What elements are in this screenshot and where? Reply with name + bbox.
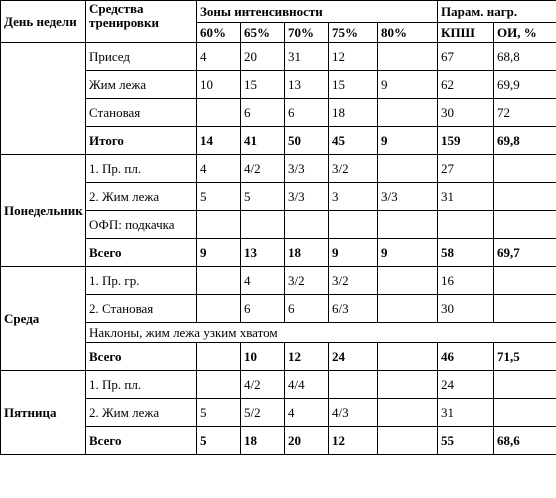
kpsh-cell: 16 <box>438 267 494 295</box>
zone-75-cell <box>329 211 378 239</box>
zone-80-cell <box>378 99 438 127</box>
means-cell: 2. Жим лежа <box>86 399 197 427</box>
zone-80-cell <box>378 211 438 239</box>
zone-80-cell <box>378 427 438 455</box>
day-cell-blank <box>1 43 86 155</box>
zone-65-cell: 13 <box>241 239 285 267</box>
zone-60-cell <box>197 267 241 295</box>
zone-80-cell <box>378 399 438 427</box>
oi-cell: 69,9 <box>494 71 556 99</box>
zone-65-cell: 15 <box>241 71 285 99</box>
zone-75-cell: 15 <box>329 71 378 99</box>
zone-75-cell: 3/2 <box>329 267 378 295</box>
oi-cell <box>494 183 556 211</box>
header-zone-60: 60% <box>197 23 241 43</box>
kpsh-cell: 24 <box>438 371 494 399</box>
zone-70-cell: 6 <box>285 295 329 323</box>
means-cell: ОФП: подкачка <box>86 211 197 239</box>
zone-60-cell: 5 <box>197 399 241 427</box>
zone-80-cell <box>378 155 438 183</box>
zone-75-cell: 4/3 <box>329 399 378 427</box>
kpsh-cell: 58 <box>438 239 494 267</box>
zone-70-cell: 20 <box>285 427 329 455</box>
kpsh-cell: 159 <box>438 127 494 155</box>
zone-65-cell: 10 <box>241 343 285 371</box>
means-cell: 1. Пр. пл. <box>86 371 197 399</box>
kpsh-cell: 46 <box>438 343 494 371</box>
zone-75-cell <box>329 371 378 399</box>
oi-cell: 69,7 <box>494 239 556 267</box>
zone-65-cell: 5/2 <box>241 399 285 427</box>
zone-75-cell: 45 <box>329 127 378 155</box>
zone-70-cell: 6 <box>285 99 329 127</box>
zone-65-cell: 41 <box>241 127 285 155</box>
oi-cell: 71,5 <box>494 343 556 371</box>
zone-60-cell: 4 <box>197 155 241 183</box>
means-cell: Всего <box>86 343 197 371</box>
table-row <box>1 155 556 183</box>
zone-80-cell <box>378 43 438 71</box>
zone-70-cell: 50 <box>285 127 329 155</box>
zone-60-cell <box>197 371 241 399</box>
zone-80-cell <box>378 295 438 323</box>
zone-70-cell: 13 <box>285 71 329 99</box>
zone-65-cell: 5 <box>241 183 285 211</box>
day-cell-friday: Пятница <box>1 371 86 455</box>
zone-75-cell: 12 <box>329 43 378 71</box>
header-kpsh: КПШ <box>438 23 494 43</box>
oi-cell: 68,8 <box>494 43 556 71</box>
means-cell: Итого <box>86 127 197 155</box>
zone-70-cell: 3/3 <box>285 155 329 183</box>
zone-80-cell <box>378 371 438 399</box>
zone-60-cell: 5 <box>197 427 241 455</box>
header-zone-75: 75% <box>329 23 378 43</box>
oi-cell <box>494 371 556 399</box>
zone-70-cell: 12 <box>285 343 329 371</box>
means-cell: Всего <box>86 427 197 455</box>
oi-cell <box>494 267 556 295</box>
zone-75-cell: 3/2 <box>329 155 378 183</box>
means-cell: Всего <box>86 239 197 267</box>
table-row <box>1 267 556 295</box>
means-cell: Становая <box>86 99 197 127</box>
kpsh-cell: 27 <box>438 155 494 183</box>
oi-cell <box>494 399 556 427</box>
zone-70-cell: 3/2 <box>285 267 329 295</box>
kpsh-cell: 55 <box>438 427 494 455</box>
zone-70-cell: 3/3 <box>285 183 329 211</box>
zone-65-cell: 6 <box>241 295 285 323</box>
header-zones: Зоны интенсивности <box>197 1 438 23</box>
means-cell: 1. Пр. пл. <box>86 155 197 183</box>
zone-60-cell <box>197 295 241 323</box>
zone-75-cell: 6/3 <box>329 295 378 323</box>
kpsh-cell <box>438 211 494 239</box>
oi-cell: 68,6 <box>494 427 556 455</box>
zone-75-cell: 12 <box>329 427 378 455</box>
zone-60-cell <box>197 211 241 239</box>
zone-65-cell: 20 <box>241 43 285 71</box>
zone-75-cell: 24 <box>329 343 378 371</box>
zone-60-cell <box>197 99 241 127</box>
means-cell: 2. Жим лежа <box>86 183 197 211</box>
header-row-1 <box>1 1 556 23</box>
kpsh-cell: 31 <box>438 183 494 211</box>
zone-70-cell: 4/4 <box>285 371 329 399</box>
oi-cell <box>494 155 556 183</box>
day-cell-wednesday: Среда <box>1 267 86 371</box>
oi-cell: 72 <box>494 99 556 127</box>
zone-70-cell: 31 <box>285 43 329 71</box>
oi-cell: 69,8 <box>494 127 556 155</box>
zone-80-cell: 3/3 <box>378 183 438 211</box>
zone-80-cell: 9 <box>378 239 438 267</box>
zone-65-cell: 4 <box>241 267 285 295</box>
kpsh-cell: 31 <box>438 399 494 427</box>
zone-65-cell: 18 <box>241 427 285 455</box>
zone-75-cell: 3 <box>329 183 378 211</box>
header-means: Средства тренировки <box>86 1 197 43</box>
zone-80-cell <box>378 343 438 371</box>
zone-65-cell: 6 <box>241 99 285 127</box>
zone-60-cell: 9 <box>197 239 241 267</box>
kpsh-cell: 67 <box>438 43 494 71</box>
zone-60-cell <box>197 343 241 371</box>
zone-60-cell: 4 <box>197 43 241 71</box>
zone-65-cell: 4/2 <box>241 371 285 399</box>
zone-75-cell: 18 <box>329 99 378 127</box>
zone-60-cell: 14 <box>197 127 241 155</box>
means-cell: Жим лежа <box>86 71 197 99</box>
kpsh-cell: 30 <box>438 295 494 323</box>
oi-cell <box>494 295 556 323</box>
table-row <box>1 371 556 399</box>
header-zone-80: 80% <box>378 23 438 43</box>
header-zone-65: 65% <box>241 23 285 43</box>
kpsh-cell: 62 <box>438 71 494 99</box>
means-cell: 2. Становая <box>86 295 197 323</box>
zone-80-cell: 9 <box>378 127 438 155</box>
zone-80-cell <box>378 267 438 295</box>
means-cell-wide: Наклоны, жим лежа узким хватом <box>86 323 556 343</box>
zone-75-cell: 9 <box>329 239 378 267</box>
header-params: Парам. нагр. <box>438 1 556 23</box>
oi-cell <box>494 211 556 239</box>
header-zone-70: 70% <box>285 23 329 43</box>
means-cell: 1. Пр. гр. <box>86 267 197 295</box>
header-day: День недели <box>1 1 86 43</box>
zone-60-cell: 5 <box>197 183 241 211</box>
zone-65-cell: 4/2 <box>241 155 285 183</box>
means-cell: Присед <box>86 43 197 71</box>
day-cell-monday: Понедельник <box>1 155 86 267</box>
zone-70-cell <box>285 211 329 239</box>
table-row <box>1 43 556 71</box>
zone-70-cell: 4 <box>285 399 329 427</box>
zone-60-cell: 10 <box>197 71 241 99</box>
zone-65-cell <box>241 211 285 239</box>
zone-80-cell: 9 <box>378 71 438 99</box>
zone-70-cell: 18 <box>285 239 329 267</box>
kpsh-cell: 30 <box>438 99 494 127</box>
header-oi: ОИ, % <box>494 23 556 43</box>
